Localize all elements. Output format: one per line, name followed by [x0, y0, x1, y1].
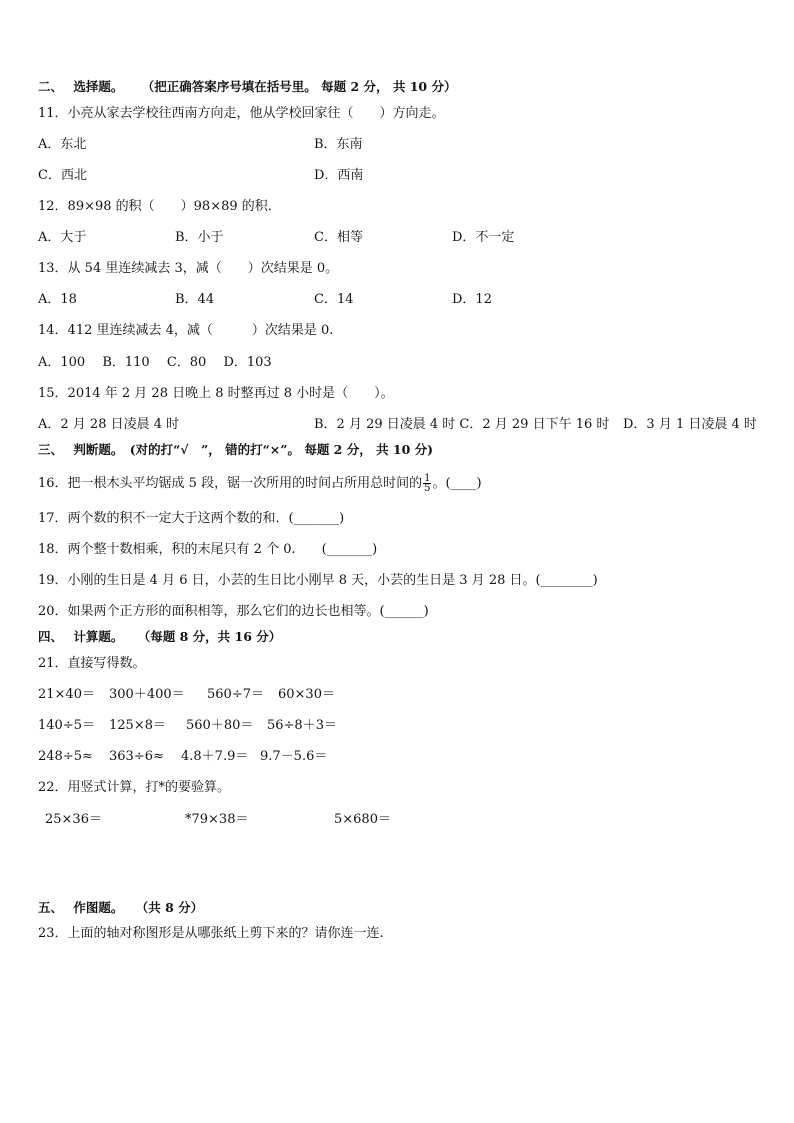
question-23: 23．上面的轴对称图形是从哪张纸上剪下来的？请你连一连.	[38, 926, 384, 941]
q15-option-a: A．2 月 28 日凌晨 4 时	[38, 417, 180, 432]
fraction	[423, 474, 431, 493]
q16-tail: 。(____)	[432, 476, 482, 491]
section-title: 作图题。	[73, 900, 124, 915]
q11-option-c: C．西北	[38, 168, 87, 183]
calc-item: 363÷6≈	[109, 749, 164, 764]
calc-row-1	[38, 687, 738, 703]
q16-text: 16．把一根木头平均锯成 5 段，锯一次所用的时间占所用总时间的	[38, 476, 423, 491]
question-14: 14．412 里连续减去 4，减（ ）次结果是 0.	[38, 323, 334, 338]
q12-option-d: D．不一定	[452, 230, 515, 245]
calc-item: 300＋400＝	[109, 687, 185, 702]
calc-row-2	[38, 718, 738, 734]
question-15: 15．2014 年 2 月 28 日晚上 8 时整再过 8 小时是（ ）。	[38, 386, 394, 401]
calc-item: 140÷5＝	[38, 718, 95, 733]
question-21: 21．直接写得数。	[38, 656, 146, 671]
section-3-heading	[38, 442, 433, 458]
vertical-calc-item: 5×680＝	[334, 812, 391, 827]
q11-option-d: D．西南	[314, 168, 364, 183]
calc-item: 560＋80＝	[186, 718, 254, 733]
section-2-heading	[38, 79, 456, 95]
q14-options: A．100 B．110 C．80 D．103	[38, 355, 272, 370]
vertical-calc-item: 25×36＝	[45, 812, 102, 827]
q12-option-a: A．大于	[38, 230, 87, 245]
q11-option-a: A．东北	[38, 137, 87, 152]
section-note: （共 8 分）	[135, 900, 204, 915]
question-18: 18．两个整十数相乘，积的末尾只有 2 个 0. (_______)	[38, 542, 378, 557]
calc-row-3	[38, 749, 738, 765]
question-22: 22．用竖式计算，打*的要验算。	[38, 780, 231, 795]
calc-item: 125×8＝	[109, 718, 166, 733]
q13-option-d: D．12	[452, 292, 492, 307]
q12-option-c: C．相等	[314, 230, 363, 245]
section-5-heading	[38, 900, 203, 916]
calc-item: 56÷8＋3＝	[267, 718, 337, 733]
calc-item: 4.8＋7.9＝	[181, 749, 249, 764]
calc-item: 9.7－5.6＝	[260, 749, 328, 764]
q13-option-c: C．14	[314, 292, 354, 307]
section-note: （每题 8 分，共 16 分）	[137, 629, 282, 644]
section-title: 计算题。	[73, 629, 124, 644]
q15-option-d: D．3 月 1 日凌晨 4 时	[623, 417, 757, 432]
calc-item: 248÷5≈	[38, 749, 93, 764]
q15-option-bc: B．2 月 29 日凌晨 4 时 C．2 月 29 日下午 16 时	[314, 417, 610, 432]
q12-option-b: B．小于	[175, 230, 224, 245]
fraction-numerator: 1	[424, 473, 431, 484]
calc-item: 60×30＝	[278, 687, 335, 702]
q13-option-a: A．18	[38, 292, 77, 307]
section-number: 三、	[38, 442, 64, 457]
question-12: 12．89×98 的积（ ）98×89 的积．	[38, 199, 281, 214]
question-13: 13．从 54 里连续减去 3，减（ ）次结果是 0。	[38, 261, 339, 276]
fraction-denominator: 5	[424, 483, 431, 494]
calc-item: 21×40＝	[38, 687, 95, 702]
section-number: 四、	[38, 629, 64, 644]
question-19: 19．小刚的生日是 4 月 6 日，小芸的生日比小刚早 8 天，小芸的生日是 3 月 28 日。(________)	[38, 573, 598, 588]
section-note: （把正确答案序号填在括号里。 每题 2 分， 共 10 分）	[141, 79, 457, 94]
section-number: 五、	[38, 900, 64, 915]
question-16	[38, 474, 482, 493]
vertical-calc-row	[45, 812, 745, 828]
section-title: 选择题。	[73, 79, 124, 94]
q13-option-b: B．44	[175, 292, 215, 307]
section-title: 判断题。	[73, 442, 124, 457]
question-11: 11．小亮从家去学校往西南方向走，他从学校回家往（ ）方向走。	[38, 106, 445, 121]
calc-item: 560÷7＝	[207, 687, 264, 702]
section-4-heading	[38, 629, 281, 645]
question-20: 20．如果两个正方形的面积相等，那么它们的边长也相等。(______)	[38, 604, 429, 619]
section-note: (对的打“√ ”， 错的打“×”。 每题 2 分， 共 10 分)	[129, 442, 434, 457]
section-number: 二、	[38, 79, 64, 94]
q11-option-b: B．东南	[314, 137, 363, 152]
question-17: 17．两个数的积不一定大于这两个数的和．(_______)	[38, 511, 345, 526]
vertical-calc-item: *79×38＝	[185, 812, 249, 827]
